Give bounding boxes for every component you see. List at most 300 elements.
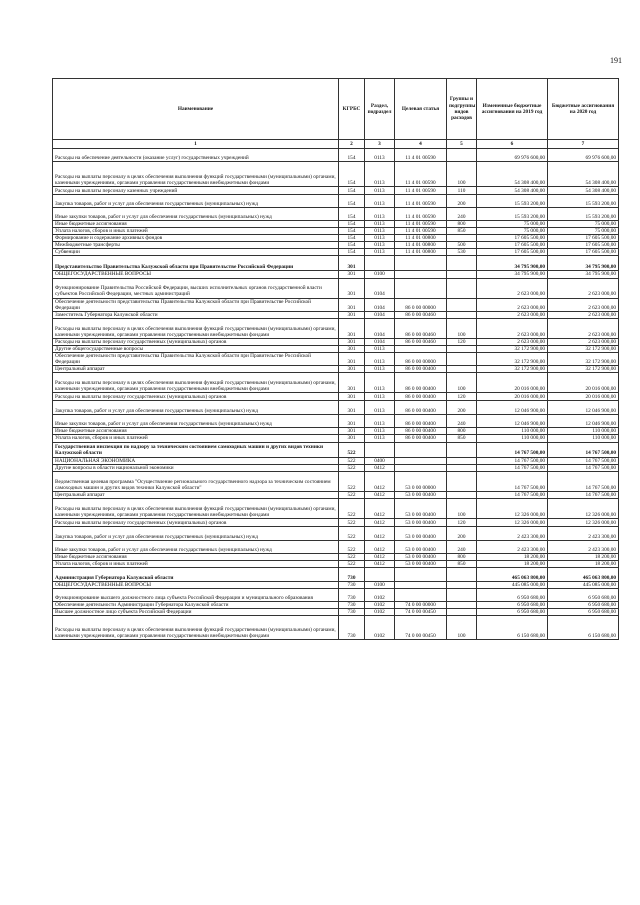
row-kgrbs: 154 <box>339 187 365 195</box>
row-name: Государственная инспекция по надзору за техническим состоянием самоходных машин и других видов техники Калужской области <box>53 442 339 457</box>
row-section: 0113 <box>365 208 395 221</box>
row-target-article: 11 4 01 00800 <box>395 242 447 249</box>
row-amount-2020: 110 000,00 <box>548 435 619 442</box>
table-row <box>53 242 619 249</box>
row-target-article: 86 0 00 00460 <box>395 338 447 345</box>
row-amount-2019: 2 623 000,00 <box>477 318 548 338</box>
row-amount-2020: 6 950 680,00 <box>548 609 619 616</box>
row-name: Субвенции <box>53 249 339 256</box>
row-target-article <box>395 256 447 271</box>
row-section: 0104 <box>365 298 395 311</box>
row-section: 0113 <box>365 373 395 393</box>
row-amount-2020: 20 016 000,00 <box>548 373 619 393</box>
table-row <box>53 271 619 278</box>
row-target-article: 86 0 00 00400 <box>395 393 447 401</box>
row-name: Заместитель Губернатора Калужской области <box>53 311 339 318</box>
row-expense-type <box>447 311 477 318</box>
row-expense-type: 200 <box>447 526 477 540</box>
row-target-article: 86 0 00 00000 <box>395 353 447 366</box>
row-section: 0102 <box>365 609 395 616</box>
row-amount-2020: 32 172 900,00 <box>548 353 619 366</box>
row-amount-2020: 54 308 400,00 <box>548 187 619 195</box>
table-row <box>53 373 619 393</box>
table-row <box>53 602 619 609</box>
row-amount-2020: 15 593 200,00 <box>548 208 619 221</box>
row-name: Ведомственная целевая программа "Осуществление регионального государственного надзора за техническим состоянием самоходных машин и других видов техники Калужской области" <box>53 471 339 491</box>
row-name: Закупка товаров, работ и услуг для обеспечения государственных (муниципальных) нужд <box>53 401 339 415</box>
row-amount-2019: 15 593 200,00 <box>477 195 548 208</box>
header-2020: Бюджетные ассигнования на 2020 год <box>548 79 619 140</box>
row-expense-type <box>447 366 477 373</box>
row-name: Расходы на выплаты персоналу в целях обеспечения выполнения функций государственными (муниципальными) органами, казенными учреждениями, органами управления государственными внебюджетными фондами <box>53 373 339 393</box>
row-kgrbs: 301 <box>339 271 365 278</box>
row-expense-type <box>447 278 477 298</box>
row-expense-type <box>447 298 477 311</box>
row-amount-2019: 6 950 680,00 <box>477 609 548 616</box>
row-target-article: 86 0 00 00460 <box>395 311 447 318</box>
row-name: Функционирование Правительства Российской Федерации, высших исполнительных органов государственной власти субъектов Российской Федерации, местных администраций <box>53 278 339 298</box>
row-name: Уплата налогов, сборов и иных платежей <box>53 560 339 567</box>
row-target-article <box>395 567 447 581</box>
row-kgrbs: 522 <box>339 553 365 560</box>
row-section <box>365 256 395 271</box>
row-section: 0100 <box>365 581 395 588</box>
row-kgrbs: 301 <box>339 428 365 435</box>
table-row <box>53 609 619 616</box>
row-name: Центральный аппарат <box>53 366 339 373</box>
row-section <box>365 442 395 457</box>
row-amount-2020: 14 767 500,00 <box>548 491 619 498</box>
row-expense-type <box>447 457 477 464</box>
table-row <box>53 567 619 581</box>
row-expense-type: 100 <box>447 318 477 338</box>
row-section: 0102 <box>365 589 395 602</box>
row-expense-type: 800 <box>447 221 477 228</box>
page-number: 191 <box>610 56 622 65</box>
row-section: 0412 <box>365 560 395 567</box>
row-target-article <box>395 442 447 457</box>
row-section: 0113 <box>365 242 395 249</box>
row-section: 0113 <box>365 353 395 366</box>
row-amount-2020: 465 063 800,00 <box>548 567 619 581</box>
row-amount-2020: 69 976 600,00 <box>548 149 619 162</box>
table-row <box>53 560 619 567</box>
row-amount-2019: 14 767 500,00 <box>477 464 548 471</box>
row-amount-2020: 75 000,00 <box>548 228 619 235</box>
row-expense-type <box>447 271 477 278</box>
row-expense-type <box>447 567 477 581</box>
row-amount-2020: 2 623 000,00 <box>548 278 619 298</box>
row-amount-2019: 6 150 680,00 <box>477 616 548 640</box>
row-amount-2019: 69 976 600,00 <box>477 149 548 162</box>
row-kgrbs: 522 <box>339 457 365 464</box>
row-target-article: 53 0 00 00400 <box>395 553 447 560</box>
row-name: Уплата налогов, сборов и иных платежей <box>53 435 339 442</box>
row-amount-2020: 54 308 400,00 <box>548 162 619 187</box>
table-row <box>53 278 619 298</box>
row-amount-2020: 18 200,00 <box>548 553 619 560</box>
row-kgrbs: 301 <box>339 353 365 366</box>
row-name: Расходы на выплаты персоналу государственных (муниципальных) органов <box>53 393 339 401</box>
row-section: 0113 <box>365 221 395 228</box>
row-expense-type: 100 <box>447 616 477 640</box>
row-amount-2019: 54 308 400,00 <box>477 187 548 195</box>
row-name: Иные бюджетные ассигнования <box>53 221 339 228</box>
row-amount-2019: 54 308 400,00 <box>477 162 548 187</box>
row-name: Обеспечение деятельности Администрации Губернатора Калужской области <box>53 602 339 609</box>
row-target-article <box>395 345 447 352</box>
header-expense-type: Группы и подгруппы видов расходов <box>447 79 477 140</box>
row-kgrbs: 154 <box>339 249 365 256</box>
row-section: 0113 <box>365 162 395 187</box>
row-expense-type: 240 <box>447 540 477 553</box>
row-expense-type <box>447 609 477 616</box>
row-kgrbs: 522 <box>339 471 365 491</box>
row-kgrbs: 522 <box>339 540 365 553</box>
row-name: ОБЩЕГОСУДАРСТВЕННЫЕ ВОПРОСЫ <box>53 271 339 278</box>
row-amount-2020: 32 172 900,00 <box>548 366 619 373</box>
row-name: Высшее должностное лицо субъекта Российской Федерации <box>53 609 339 616</box>
row-name: Иные закупки товаров, работ и услуг для обеспечения государственных (муниципальных) нужд <box>53 208 339 221</box>
row-amount-2019: 14 767 500,00 <box>477 442 548 457</box>
table-row <box>53 228 619 235</box>
row-section: 0412 <box>365 553 395 560</box>
row-kgrbs: 154 <box>339 195 365 208</box>
row-kgrbs: 730 <box>339 602 365 609</box>
row-amount-2020: 34 795 900,00 <box>548 271 619 278</box>
row-amount-2019: 20 016 000,00 <box>477 393 548 401</box>
row-amount-2020: 17 605 500,00 <box>548 242 619 249</box>
row-amount-2019: 14 767 500,00 <box>477 491 548 498</box>
row-target-article: 53 0 00 00400 <box>395 560 447 567</box>
row-amount-2020: 14 767 500,00 <box>548 471 619 491</box>
row-kgrbs: 154 <box>339 242 365 249</box>
row-section: 0113 <box>365 195 395 208</box>
row-section: 0412 <box>365 498 395 518</box>
row-amount-2020: 17 605 500,00 <box>548 235 619 242</box>
table-row <box>53 318 619 338</box>
row-amount-2019: 2 623 000,00 <box>477 278 548 298</box>
row-amount-2019: 18 200,00 <box>477 560 548 567</box>
row-amount-2020: 15 593 200,00 <box>548 195 619 208</box>
row-target-article <box>395 278 447 298</box>
row-amount-2020: 17 605 500,00 <box>548 249 619 256</box>
table-row <box>53 526 619 540</box>
row-expense-type <box>447 235 477 242</box>
row-kgrbs: 730 <box>339 609 365 616</box>
row-expense-type: 850 <box>447 560 477 567</box>
table-row <box>53 401 619 415</box>
row-kgrbs: 301 <box>339 338 365 345</box>
row-expense-type: 850 <box>447 435 477 442</box>
row-kgrbs: 154 <box>339 228 365 235</box>
table-row <box>53 249 619 256</box>
row-target-article: 53 0 00 00400 <box>395 498 447 518</box>
table-row <box>53 498 619 518</box>
row-target-article: 11 4 01 00590 <box>395 228 447 235</box>
row-name: Функционирование высшего должностного лица субъекта Российской Федерации и муниципального образования <box>53 589 339 602</box>
table-row <box>53 616 619 640</box>
row-amount-2019: 110 000,00 <box>477 428 548 435</box>
row-section: 0113 <box>365 235 395 242</box>
row-expense-type: 800 <box>447 553 477 560</box>
table-row <box>53 581 619 588</box>
column-number: 2 <box>339 140 365 149</box>
row-expense-type: 200 <box>447 195 477 208</box>
row-expense-type <box>447 589 477 602</box>
row-section: 0113 <box>365 435 395 442</box>
table-row <box>53 221 619 228</box>
row-target-article <box>395 271 447 278</box>
column-number: 3 <box>365 140 395 149</box>
row-section: 0102 <box>365 616 395 640</box>
row-target-article <box>395 589 447 602</box>
budget-table <box>52 78 619 640</box>
row-expense-type: 240 <box>447 415 477 428</box>
row-section: 0100 <box>365 271 395 278</box>
table-row <box>53 195 619 208</box>
row-kgrbs: 522 <box>339 498 365 518</box>
row-target-article: 11 4 01 00800 <box>395 249 447 256</box>
row-name: Иные закупки товаров, работ и услуг для обеспечения государственных (муниципальных) нужд <box>53 540 339 553</box>
row-kgrbs: 301 <box>339 373 365 393</box>
row-amount-2020: 2 623 000,00 <box>548 318 619 338</box>
row-expense-type: 100 <box>447 162 477 187</box>
table-row <box>53 353 619 366</box>
row-amount-2019: 2 423 300,00 <box>477 540 548 553</box>
row-amount-2020: 2 623 000,00 <box>548 311 619 318</box>
row-target-article: 86 0 00 00400 <box>395 435 447 442</box>
row-section: 0412 <box>365 471 395 491</box>
row-amount-2019: 12 046 900,00 <box>477 415 548 428</box>
row-section: 0113 <box>365 393 395 401</box>
row-kgrbs: 522 <box>339 560 365 567</box>
row-amount-2019: 2 623 000,00 <box>477 298 548 311</box>
row-target-article <box>395 581 447 588</box>
row-target-article: 86 0 00 00400 <box>395 415 447 428</box>
row-expense-type <box>447 581 477 588</box>
row-amount-2020: 12 046 900,00 <box>548 401 619 415</box>
row-amount-2020: 6 150 680,00 <box>548 616 619 640</box>
table-row <box>53 208 619 221</box>
column-number: 5 <box>447 140 477 149</box>
row-kgrbs: 522 <box>339 518 365 526</box>
row-target-article: 11 4 01 00800 <box>395 235 447 242</box>
row-section: 0113 <box>365 366 395 373</box>
table-row <box>53 589 619 602</box>
row-amount-2020: 2 623 000,00 <box>548 338 619 345</box>
row-name: Центральный аппарат <box>53 491 339 498</box>
row-amount-2019: 12 046 900,00 <box>477 401 548 415</box>
row-expense-type: 500 <box>447 242 477 249</box>
row-amount-2019: 17 605 500,00 <box>477 249 548 256</box>
row-name: Другие вопросы в области национальной экономики <box>53 464 339 471</box>
row-section <box>365 567 395 581</box>
row-name: Иные закупки товаров, работ и услуг для обеспечения государственных (муниципальных) нужд <box>53 415 339 428</box>
row-expense-type <box>447 442 477 457</box>
row-target-article <box>395 457 447 464</box>
row-amount-2020: 34 795 900,00 <box>548 256 619 271</box>
row-amount-2020: 2 423 300,00 <box>548 526 619 540</box>
row-section: 0104 <box>365 318 395 338</box>
row-name: Иные бюджетные ассигнования <box>53 553 339 560</box>
row-kgrbs: 301 <box>339 278 365 298</box>
row-amount-2019: 18 200,00 <box>477 553 548 560</box>
row-amount-2019: 445 085 000,00 <box>477 581 548 588</box>
row-target-article <box>395 464 447 471</box>
row-kgrbs: 301 <box>339 345 365 352</box>
row-kgrbs: 522 <box>339 491 365 498</box>
row-amount-2020: 14 767 500,00 <box>548 442 619 457</box>
row-amount-2019: 34 795 900,00 <box>477 256 548 271</box>
row-section: 0102 <box>365 602 395 609</box>
row-amount-2020: 32 172 900,00 <box>548 345 619 352</box>
row-expense-type: 200 <box>447 401 477 415</box>
row-target-article: 74 0 00 00450 <box>395 609 447 616</box>
row-expense-type: 800 <box>447 428 477 435</box>
row-name: Расходы на выплаты персоналу казенных учреждений <box>53 187 339 195</box>
table-row <box>53 435 619 442</box>
row-amount-2019: 75 000,00 <box>477 221 548 228</box>
row-expense-type: 240 <box>447 208 477 221</box>
row-amount-2020: 18 200,00 <box>548 560 619 567</box>
row-kgrbs: 301 <box>339 393 365 401</box>
table-row <box>53 345 619 352</box>
row-target-article: 53 0 00 00000 <box>395 471 447 491</box>
row-target-article: 86 0 00 00000 <box>395 298 447 311</box>
row-section: 0412 <box>365 518 395 526</box>
row-target-article: 11 4 01 00590 <box>395 208 447 221</box>
row-expense-type <box>447 256 477 271</box>
table-row <box>53 464 619 471</box>
row-amount-2019: 12 326 000,00 <box>477 498 548 518</box>
row-name: Расходы на выплаты персоналу государственных (муниципальных) органов <box>53 338 339 345</box>
table-row <box>53 366 619 373</box>
row-name: Расходы на выплаты персоналу в целях обеспечения выполнения функций государственными (муниципальными) органами, казенными учреждениями, органами управления государственными внебюджетными фондами <box>53 498 339 518</box>
row-amount-2019: 17 605 500,00 <box>477 242 548 249</box>
row-section: 0412 <box>365 491 395 498</box>
row-name: Иные бюджетные ассигнования <box>53 428 339 435</box>
header-row <box>53 79 619 140</box>
column-number: 7 <box>548 140 619 149</box>
row-amount-2019: 34 795 900,00 <box>477 271 548 278</box>
row-name: Обеспечение деятельности представительства Правительства Калужской области при Правительстве Российской Федерации <box>53 298 339 311</box>
row-amount-2020: 110 000,00 <box>548 428 619 435</box>
row-name: Расходы на выплаты персоналу в целях обеспечения выполнения функций государственными (муниципальными) органами, казенными учреждениями, органами управления государственными внебюджетными фондами <box>53 162 339 187</box>
header-kgrbs: КГРБС <box>339 79 365 140</box>
table-row <box>53 457 619 464</box>
row-kgrbs: 301 <box>339 366 365 373</box>
row-name: Обеспечение деятельности представительства Правительства Калужской области при Правительстве Российской Федерации <box>53 353 339 366</box>
table-row <box>53 415 619 428</box>
row-kgrbs: 730 <box>339 616 365 640</box>
row-amount-2020: 14 767 500,00 <box>548 457 619 464</box>
row-name: ОБЩЕГОСУДАРСТВЕННЫЕ ВОПРОСЫ <box>53 581 339 588</box>
row-name: НАЦИОНАЛЬНАЯ ЭКОНОМИКА <box>53 457 339 464</box>
row-expense-type: 110 <box>447 187 477 195</box>
row-amount-2020: 2 623 000,00 <box>548 298 619 311</box>
row-kgrbs: 301 <box>339 415 365 428</box>
row-kgrbs: 301 <box>339 401 365 415</box>
row-section: 0400 <box>365 457 395 464</box>
row-amount-2019: 14 767 500,00 <box>477 457 548 464</box>
row-section: 0113 <box>365 149 395 162</box>
row-name: Межбюджетные трансферты <box>53 242 339 249</box>
table-row <box>53 553 619 560</box>
row-expense-type <box>447 345 477 352</box>
row-section: 0113 <box>365 428 395 435</box>
row-section: 0113 <box>365 249 395 256</box>
row-kgrbs: 522 <box>339 526 365 540</box>
row-target-article: 86 0 00 00400 <box>395 366 447 373</box>
table-row <box>53 162 619 187</box>
table-row <box>53 428 619 435</box>
row-amount-2019: 2 423 300,00 <box>477 526 548 540</box>
row-amount-2019: 14 767 500,00 <box>477 471 548 491</box>
column-number-row <box>53 140 619 149</box>
row-kgrbs: 301 <box>339 298 365 311</box>
column-number: 4 <box>395 140 447 149</box>
row-amount-2019: 32 172 900,00 <box>477 353 548 366</box>
row-amount-2019: 110 000,00 <box>477 435 548 442</box>
row-name: Уплата налогов, сборов и иных платежей <box>53 228 339 235</box>
row-amount-2020: 6 950 680,00 <box>548 589 619 602</box>
row-amount-2019: 2 623 000,00 <box>477 338 548 345</box>
row-target-article: 86 0 00 00400 <box>395 428 447 435</box>
row-amount-2019: 75 000,00 <box>477 228 548 235</box>
row-expense-type <box>447 471 477 491</box>
table-row <box>53 311 619 318</box>
row-amount-2019: 15 593 200,00 <box>477 208 548 221</box>
row-target-article: 11 4 01 00590 <box>395 162 447 187</box>
row-kgrbs: 154 <box>339 162 365 187</box>
row-name: Расходы на выплаты персоналу государственных (муниципальных) органов <box>53 518 339 526</box>
row-name: Представительство Правительства Калужской области при Правительстве Российской Федерации <box>53 256 339 271</box>
row-target-article: 53 0 00 00400 <box>395 518 447 526</box>
row-kgrbs: 301 <box>339 311 365 318</box>
row-expense-type: 120 <box>447 393 477 401</box>
row-kgrbs: 154 <box>339 235 365 242</box>
row-expense-type <box>447 602 477 609</box>
row-name: Расходы на выплаты персоналу в целях обеспечения выполнения функций государственными (муниципальными) органами, казенными учреждениями, органами управления государственными внебюджетными фондами <box>53 318 339 338</box>
column-number: 1 <box>53 140 339 149</box>
table-row <box>53 235 619 242</box>
row-name: Формирование и содержание архивных фондов <box>53 235 339 242</box>
row-expense-type: 530 <box>447 249 477 256</box>
row-amount-2020: 75 000,00 <box>548 221 619 228</box>
row-target-article: 86 0 00 00400 <box>395 401 447 415</box>
row-amount-2019: 20 016 000,00 <box>477 373 548 393</box>
row-amount-2019: 32 172 900,00 <box>477 345 548 352</box>
row-amount-2019: 6 950 680,00 <box>477 589 548 602</box>
row-amount-2020: 12 326 000,00 <box>548 498 619 518</box>
row-section: 0113 <box>365 415 395 428</box>
row-expense-type: 100 <box>447 498 477 518</box>
row-amount-2020: 6 950 680,00 <box>548 602 619 609</box>
row-amount-2019: 12 326 000,00 <box>477 518 548 526</box>
row-name: Расходы на выплаты персоналу в целях обеспечения выполнения функций государственными (муниципальными) органами, казенными учреждениями, органами управления государственными внебюджетными фондами <box>53 616 339 640</box>
row-amount-2019: 32 172 900,00 <box>477 366 548 373</box>
row-section: 0412 <box>365 540 395 553</box>
row-amount-2019: 465 063 800,00 <box>477 567 548 581</box>
row-target-article: 53 0 00 00400 <box>395 526 447 540</box>
row-kgrbs: 154 <box>339 221 365 228</box>
row-kgrbs: 301 <box>339 318 365 338</box>
row-section: 0104 <box>365 338 395 345</box>
row-amount-2019: 2 623 000,00 <box>477 311 548 318</box>
row-name: Администрация Губернатора Калужской области <box>53 567 339 581</box>
row-expense-type <box>447 149 477 162</box>
